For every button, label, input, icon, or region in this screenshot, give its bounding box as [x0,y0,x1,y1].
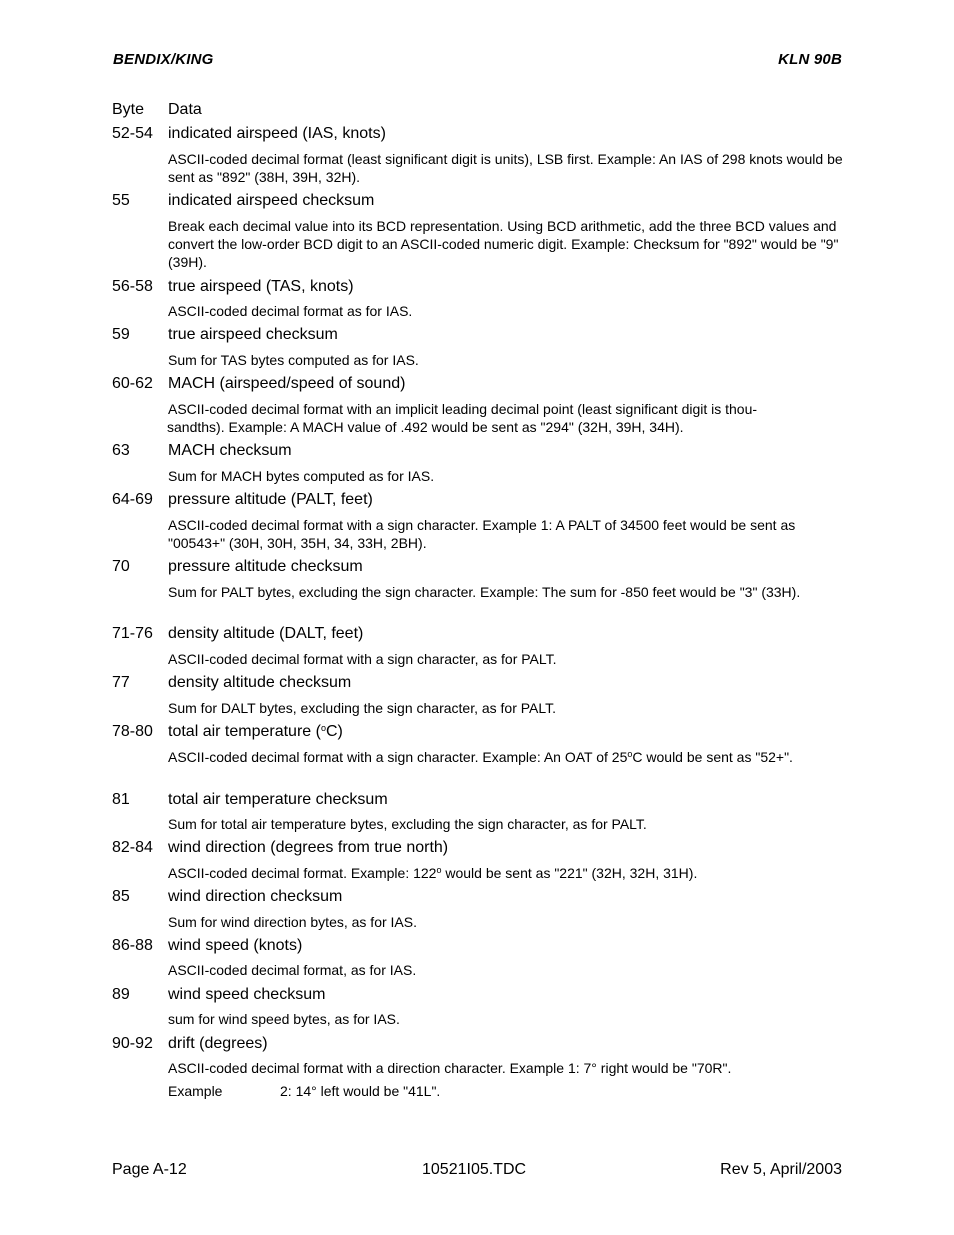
entry-label: drift (degrees) [168,1035,268,1052]
byte-range: 89 [112,986,130,1003]
description-text: ASCII-coded decimal format. Example: 122 [168,865,437,881]
byte-range: 60-62 [112,375,153,392]
description-text: ASCII-coded decimal format with a sign character. Example: An OAT of 25 [168,749,628,765]
byte-range: 86-88 [112,937,153,954]
footer-page-number: Page A-12 [112,1161,187,1178]
entry-description [168,864,844,882]
entry-description: ASCII-coded decimal format with a sign character, as for PALT. [168,651,557,667]
entry-description: ASCII-coded decimal format as for IAS. [168,303,413,319]
byte-range: 63 [112,442,130,459]
degree-symbol: o [436,865,442,875]
entry-label: indicated airspeed checksum [168,192,375,209]
byte-column-heading: Byte [112,101,145,118]
running-header-right: KLN 90B [778,51,842,68]
entry-label: wind direction checksum [168,888,343,905]
entry-label: density altitude (DALT, feet) [168,625,364,642]
byte-range: 55 [112,192,130,209]
byte-range: 78-80 [112,723,153,740]
entry-description: Sum for MACH bytes computed as for IAS. [168,468,435,484]
entry-label [168,722,343,741]
degree-symbol: o [320,723,326,733]
description-line: sandths). Example: A MACH value of .492 would be sent as "294" (32H, 39H, 34H). [167,419,684,435]
entry-description: ASCII-coded decimal format with a direction character. Example 1: 7° right would be "70R". [168,1060,732,1076]
entry-label: wind speed (knots) [168,937,303,954]
entry-description: ASCII-coded decimal format, as for IAS. [168,962,417,978]
running-header-left: BENDIX/KING [113,51,214,68]
entry-label: density altitude checksum [168,674,352,691]
description-line: ASCII-coded decimal format with an implicit leading decimal point (least significant digit is thou- [168,401,758,417]
entry-label: wind speed checksum [168,986,326,1003]
entry-description-example [168,1082,844,1100]
entry-label: MACH checksum [168,442,292,459]
description-text: C would be sent as "52+". [632,749,793,765]
entry-label: pressure altitude (PALT, feet) [168,491,373,508]
data-column-heading: Data [168,101,202,118]
footer-revision: Rev 5, April/2003 [720,1161,842,1178]
label-text: C) [325,723,343,740]
example-word: Example [168,1083,223,1099]
byte-range: 77 [112,674,130,691]
footer-document-id: 10521I05.TDC [422,1161,527,1178]
entry-description: Sum for wind direction bytes, as for IAS. [168,914,417,930]
entry-description: sum for wind speed bytes, as for IAS. [168,1011,400,1027]
entry-label: MACH (airspeed/speed of sound) [168,375,406,392]
byte-range: 90-92 [112,1035,153,1052]
entry-description: Break each decimal value into its BCD representation. Using BCD arithmetic, add the three BCD values and convert the low-order BCD digit to an ASCII-coded numeric digit. Example: Checksum for "892" would be "9" (39H). [168,218,839,270]
entry-description: ASCII-coded decimal format (least significant digit is units), LSB first. Example: An IAS of 298 knots would be sent as "892" (38H, 39H, 32H). [168,151,843,185]
entry-label: wind direction (degrees from true north) [168,839,449,856]
entry-description: Sum for PALT bytes, excluding the sign character. Example: The sum for -850 feet would be "3" (33H). [168,584,801,600]
example-text: 2: 14° left would be "41L". [280,1083,441,1099]
degree-symbol: o [627,749,633,759]
entry-label: true airspeed (TAS, knots) [168,278,354,295]
entry-description: Sum for TAS bytes computed as for IAS. [168,352,419,368]
byte-range: 52-54 [112,125,153,142]
entry-label: pressure altitude checksum [168,558,363,575]
byte-range: 82-84 [112,839,153,856]
entry-description [168,400,844,436]
entry-label: indicated airspeed (IAS, knots) [168,125,386,142]
byte-range: 81 [112,791,130,808]
description-text: would be sent as "221" (32H, 32H, 31H). [441,865,698,881]
entry-description: Sum for DALT bytes, excluding the sign character, as for PALT. [168,700,557,716]
entry-description: ASCII-coded decimal format with a sign character. Example 1: A PALT of 34500 feet would be sent as "00543+" (30H, 30H, 35H, 34, 33H, 2BH). [168,517,796,551]
entry-description [168,748,844,766]
entry-description: Sum for total air temperature bytes, excluding the sign character, as for PALT. [168,816,647,832]
entry-label: true airspeed checksum [168,326,338,343]
byte-range: 56-58 [112,278,153,295]
byte-range: 85 [112,888,130,905]
byte-range: 64-69 [112,491,153,508]
byte-range: 70 [112,558,130,575]
label-text: total air temperature ( [168,723,321,740]
entry-label: total air temperature checksum [168,791,388,808]
byte-range: 59 [112,326,130,343]
byte-range: 71-76 [112,625,153,642]
